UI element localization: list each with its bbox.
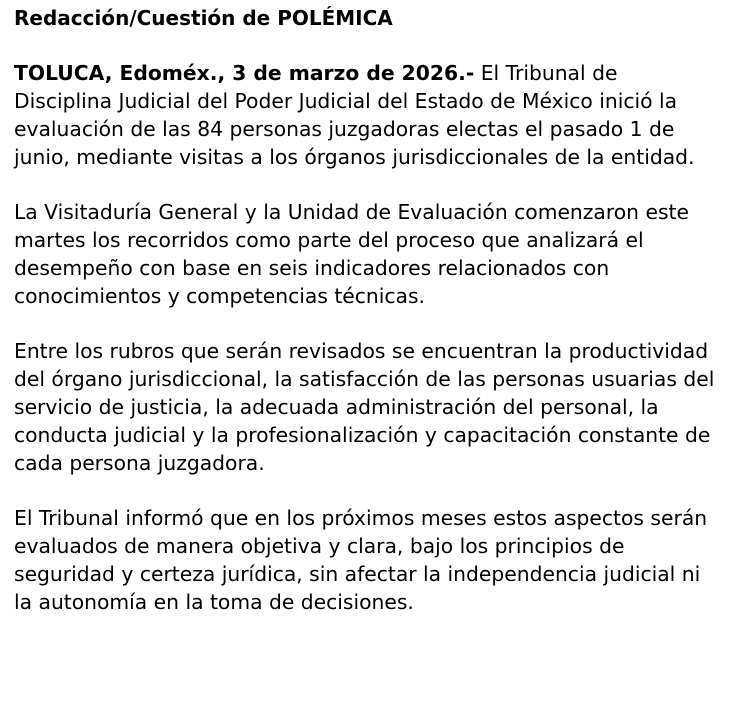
paragraph-tribunal-statement: El Tribunal informó que en los próximos meses estos aspectos serán evaluados de manera objetiva y clara, bajo los principios de seguridad y certeza jurídica, sin afectar la independencia judicial ni la autonomía en la toma de decisiones. [14,506,708,614]
lead-text: El Tribunal de Disciplina Judicial del Poder Judicial del Estado de México inició la evaluación de las 84 personas juzgadoras electas el pasado 1 de junio, mediante visitas a los órganos jurisdiccionales de la entidad. [14,61,695,169]
paragraph-review-criteria: Entre los rubros que serán revisados se encuentran la productividad del órgano jurisdiccional, la satisfacción de las personas usuarias del servicio de justicia, la adecuada administración del personal, la conducta judicial y la profesionalización y capacitación constante de cada persona juzgadora. [14,339,715,475]
paragraph-evaluation-process: La Visitaduría General y la Unidad de Evaluación comenzaron este martes los recorridos como parte del proceso que analizará el desempeño con base en seis indicadores relacionados con conocimientos y competencias técnicas. [14,200,689,308]
dateline: TOLUCA, Edoméx., 3 de marzo de 2026.- [14,61,475,85]
byline: Redacción/Cuestión de POLÉMICA [14,6,393,30]
lead-paragraph [14,59,715,171]
